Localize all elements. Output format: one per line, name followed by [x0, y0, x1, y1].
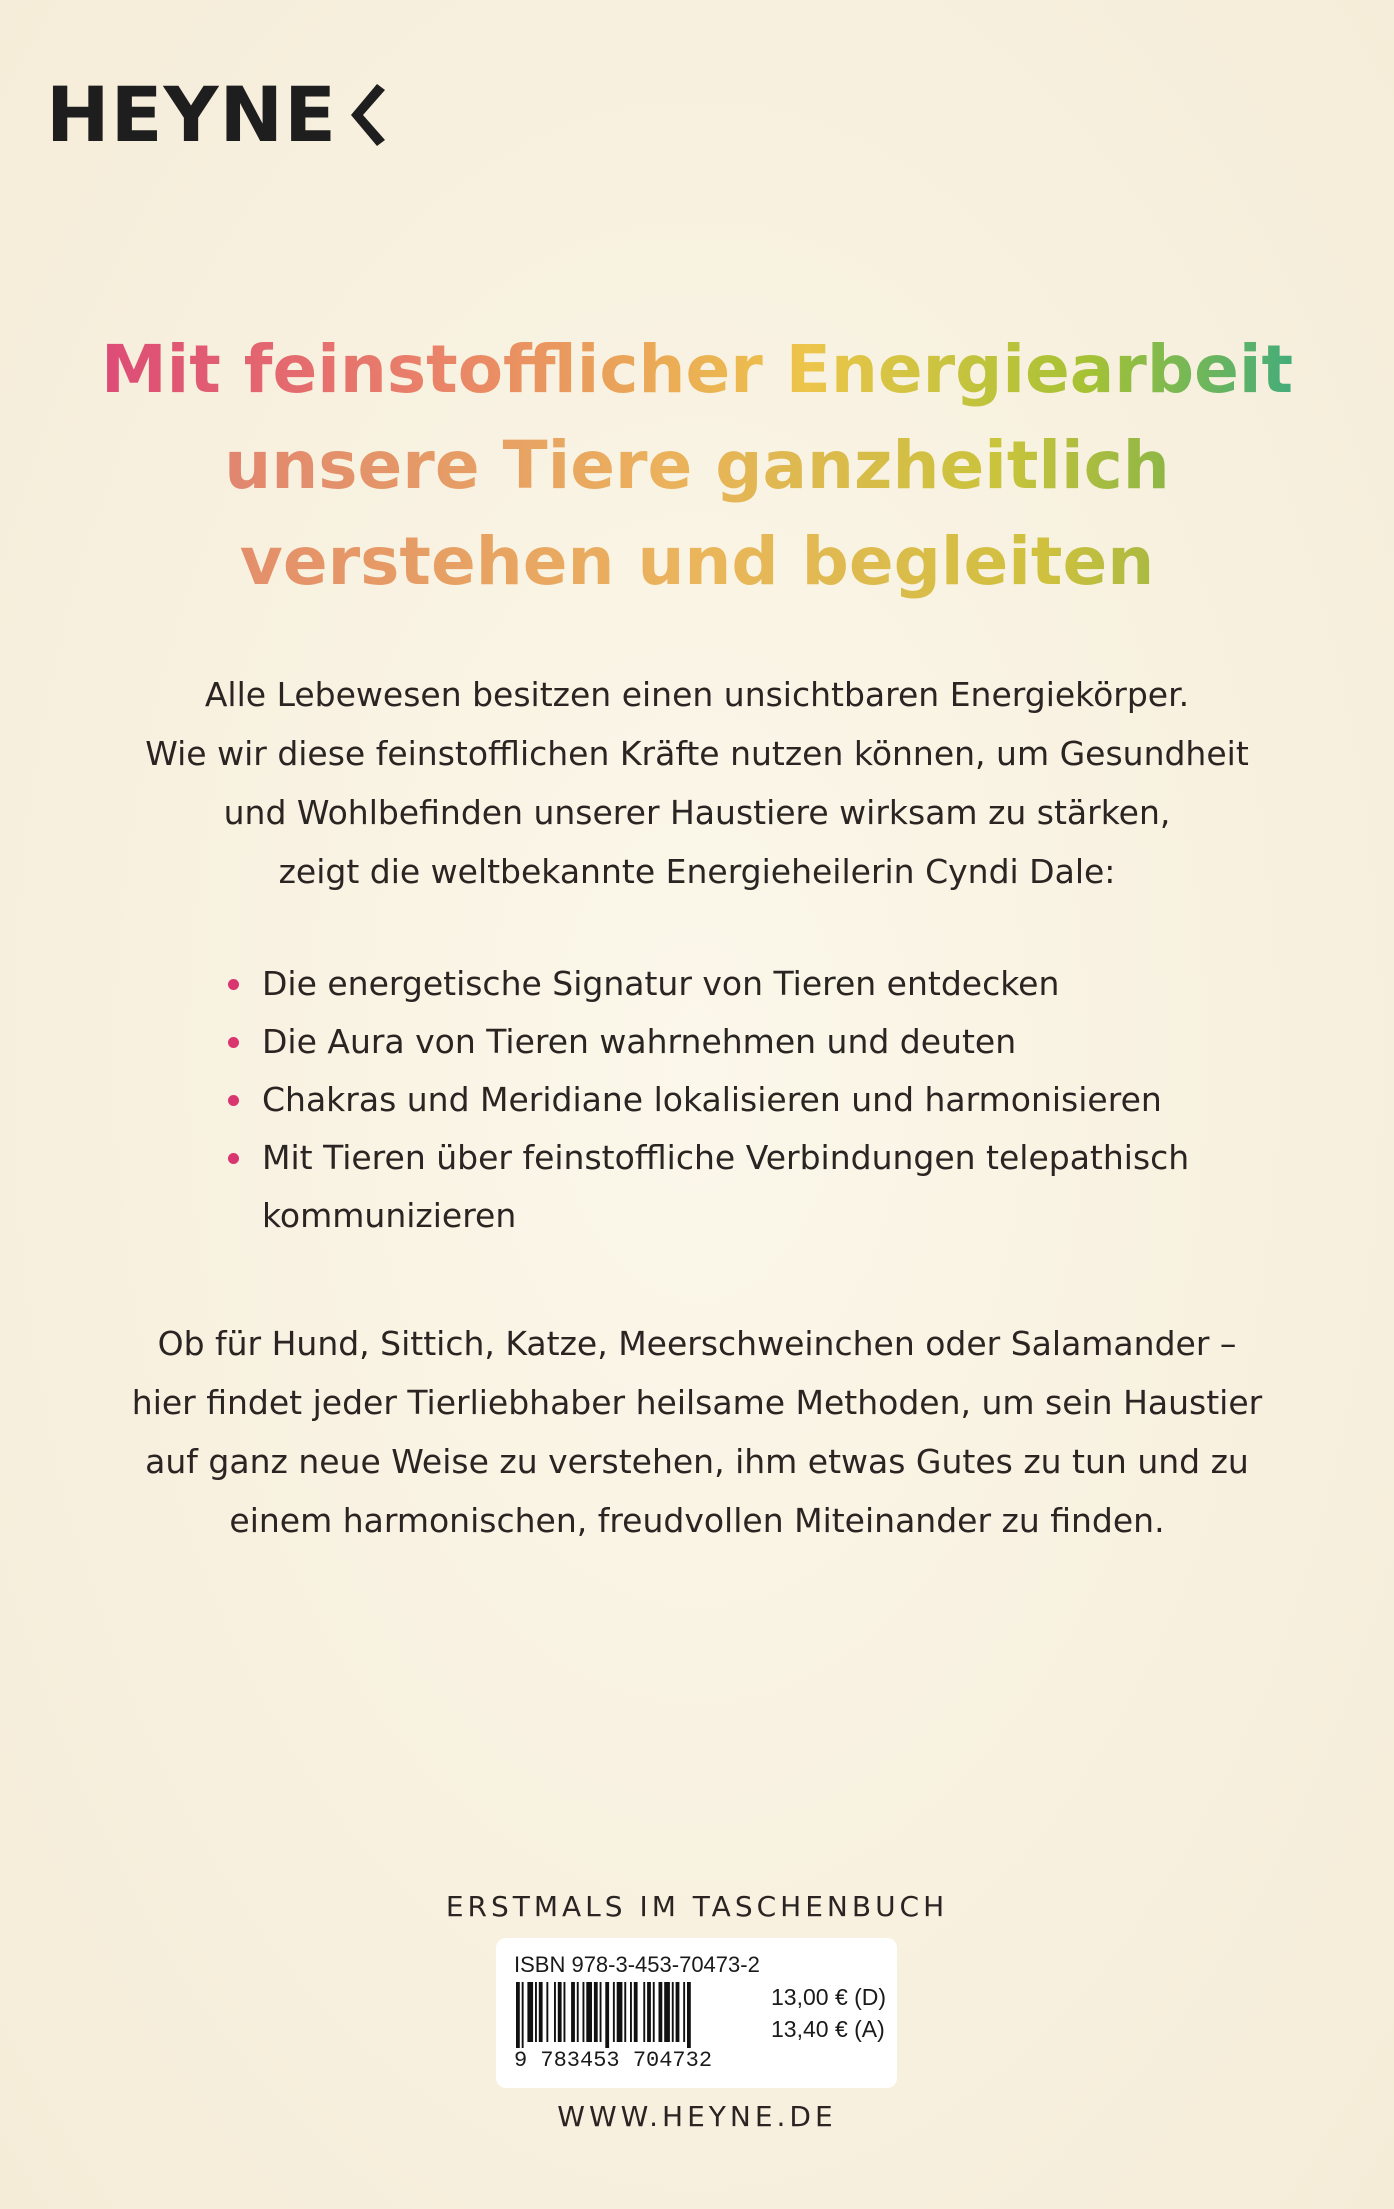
headline-line-1: Mit feinstofflicher Energiearbeit [0, 322, 1394, 418]
edition-note: ERSTMALS IM TASCHENBUCH [445, 1890, 949, 1923]
bullet-dot-icon [228, 979, 239, 990]
barcode-digits: 9 783453 704732 [514, 2048, 713, 2073]
outro-line: Ob für Hund, Sittich, Katze, Meerschweinchen oder Salamander – [157, 1324, 1237, 1363]
price-austria: 13,40 € (A) [771, 2016, 885, 2042]
barcode-label [496, 1938, 897, 2088]
isbn-text: ISBN 978-3-453-70473-2 [514, 1952, 760, 1977]
headline-line-2: unsere Tiere ganzheitlich [0, 418, 1394, 514]
list-item-text: Die energetische Signatur von Tieren entdecken [262, 964, 1060, 1003]
outro-line: einem harmonischen, freudvollen Miteinander zu finden. [229, 1501, 1165, 1540]
intro-paragraph [0, 665, 1394, 901]
website-url: WWW.HEYNE.DE [557, 2100, 837, 2133]
publisher-logo [46, 70, 387, 160]
price-germany: 13,00 € (D) [771, 1984, 887, 2010]
publisher-name: HEYNE [46, 70, 338, 159]
outro-line: auf ganz neue Weise zu verstehen, ihm etwas Gutes zu tun und zu [145, 1442, 1249, 1481]
intro-line: Wie wir diese feinstofflichen Kräfte nutzen können, um Gesundheit [145, 734, 1249, 773]
feature-list [222, 955, 1272, 1245]
list-item-text: Mit Tieren über feinstoffliche Verbindungen telepathisch kommunizieren [262, 1138, 1190, 1235]
bullet-dot-icon [228, 1037, 239, 1048]
list-item-text: Chakras und Meridiane lokalisieren und harmonisieren [262, 1080, 1162, 1119]
list-item [222, 1071, 1272, 1129]
list-item [222, 955, 1272, 1013]
intro-line: Alle Lebewesen besitzen einen unsichtbaren Energiekörper. [204, 675, 1190, 714]
bullet-dot-icon [228, 1153, 239, 1164]
list-item [222, 1013, 1272, 1071]
outro-paragraph [0, 1314, 1394, 1550]
intro-line: und Wohlbefinden unserer Haustiere wirksam zu stärken, [223, 793, 1171, 832]
list-item [222, 1129, 1272, 1245]
barcode-icon [514, 1982, 756, 2048]
headline [0, 322, 1394, 610]
intro-line: zeigt die weltbekannte Energieheilerin Cyndi Dale: [278, 852, 1116, 891]
headline-line-3: verstehen und begleiten [0, 514, 1394, 610]
bullet-dot-icon [228, 1095, 239, 1106]
list-item-text: Die Aura von Tieren wahrnehmen und deuten [262, 1022, 1017, 1061]
chevron-left-icon [347, 80, 387, 150]
outro-line: hier findet jeder Tierliebhaber heilsame Methoden, um sein Haustier [131, 1383, 1263, 1422]
